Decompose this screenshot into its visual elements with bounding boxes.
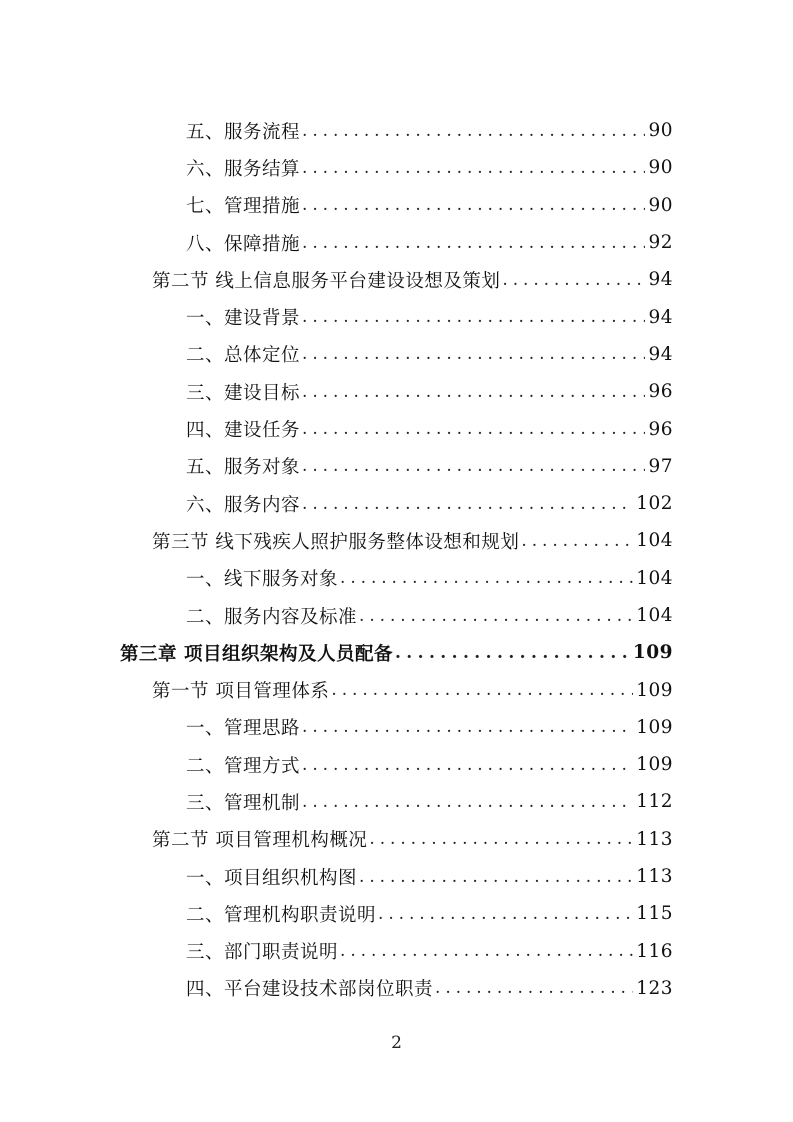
toc-entry-section[interactable] xyxy=(0,261,793,298)
toc-entry-title: 七、管理措施 xyxy=(186,196,301,218)
toc-entry-title: 二、服务内容及标准 xyxy=(186,606,358,628)
toc-entry-subsection[interactable] xyxy=(0,970,793,1007)
toc-entry-subsection[interactable] xyxy=(0,448,793,485)
toc-dot-leader xyxy=(302,792,633,812)
toc-dot-leader xyxy=(521,531,633,551)
toc-dot-leader xyxy=(302,121,645,141)
toc-entry-page-number: 109 xyxy=(636,679,673,701)
toc-entry-subsection[interactable] xyxy=(0,149,793,186)
toc-dot-leader xyxy=(302,717,633,737)
toc-entry-subsection[interactable] xyxy=(0,709,793,746)
toc-entry-page-number: 109 xyxy=(632,642,673,664)
toc-dot-leader xyxy=(359,606,633,626)
toc-entry-page-number: 104 xyxy=(636,567,673,589)
toc-entry-title: 第二节 项目管理机构概况 xyxy=(152,830,368,852)
toc-entry-subsection[interactable] xyxy=(0,597,793,634)
toc-entry-subsection[interactable] xyxy=(0,336,793,373)
toc-entry-subsection[interactable] xyxy=(0,933,793,970)
toc-dot-leader xyxy=(359,867,633,887)
toc-entry-subsection[interactable] xyxy=(0,410,793,447)
toc-dot-leader xyxy=(302,494,633,514)
toc-entry-section[interactable] xyxy=(0,671,793,708)
toc-entry-title: 三、管理机制 xyxy=(186,792,301,814)
toc-entry-title: 六、服务内容 xyxy=(186,494,301,516)
toc-entry-page-number: 96 xyxy=(648,418,673,440)
toc-entry-section[interactable] xyxy=(0,522,793,559)
toc-entry-page-number: 92 xyxy=(648,232,673,254)
toc-dot-leader xyxy=(340,941,633,961)
toc-entry-title: 三、建设目标 xyxy=(186,382,301,404)
toc-entry-subsection[interactable] xyxy=(0,187,793,224)
toc-entry-page-number: 109 xyxy=(636,716,673,738)
toc-entry-title: 第一节 项目管理体系 xyxy=(152,681,330,703)
toc-entry-subsection[interactable] xyxy=(0,783,793,820)
toc-entry-page-number: 90 xyxy=(648,157,673,179)
toc-entry-page-number: 113 xyxy=(636,866,673,888)
toc-dot-leader xyxy=(435,978,633,998)
toc-entry-title: 二、管理机构职责说明 xyxy=(186,904,377,926)
toc-dot-leader xyxy=(302,456,645,476)
toc-entry-page-number: 94 xyxy=(648,306,673,328)
toc-dot-leader xyxy=(502,270,645,290)
toc-entry-subsection[interactable] xyxy=(0,224,793,261)
page-number: 2 xyxy=(391,1033,402,1053)
toc-entry-title: 二、管理方式 xyxy=(186,755,301,777)
toc-entry-section[interactable] xyxy=(0,821,793,858)
toc-entry-chapter[interactable] xyxy=(0,634,793,671)
toc-entry-page-number: 113 xyxy=(636,828,673,850)
toc-entry-page-number: 116 xyxy=(636,940,673,962)
toc-dot-leader xyxy=(369,829,633,849)
toc-entry-title: 三、部门职责说明 xyxy=(186,942,339,964)
toc-dot-leader xyxy=(302,382,645,402)
toc-entry-title: 一、线下服务对象 xyxy=(186,569,339,591)
toc-entry-page-number: 123 xyxy=(636,977,673,999)
toc-dot-leader xyxy=(302,195,645,215)
table-of-contents xyxy=(0,112,793,1007)
toc-entry-subsection[interactable] xyxy=(0,746,793,783)
toc-dot-leader xyxy=(340,568,633,588)
toc-entry-title: 第三节 线下残疾人照护服务整体设想和规划 xyxy=(152,531,520,553)
toc-dot-leader xyxy=(302,755,633,775)
toc-entry-title: 第二节 线上信息服务平台建设设想及策划 xyxy=(152,270,501,292)
toc-entry-title: 第三章 项目组织架构及人员配备 xyxy=(120,643,393,665)
toc-entry-page-number: 112 xyxy=(636,791,673,813)
toc-entry-page-number: 96 xyxy=(648,381,673,403)
toc-entry-page-number: 94 xyxy=(648,343,673,365)
toc-entry-title: 八、保障措施 xyxy=(186,233,301,255)
toc-entry-title: 五、服务流程 xyxy=(186,121,301,143)
toc-entry-subsection[interactable] xyxy=(0,373,793,410)
toc-entry-subsection[interactable] xyxy=(0,560,793,597)
toc-entry-title: 二、总体定位 xyxy=(186,345,301,367)
toc-entry-subsection[interactable] xyxy=(0,858,793,895)
toc-entry-page-number: 109 xyxy=(636,754,673,776)
toc-dot-leader xyxy=(302,158,645,178)
toc-entry-subsection[interactable] xyxy=(0,112,793,149)
toc-entry-subsection[interactable] xyxy=(0,895,793,932)
toc-dot-leader xyxy=(302,307,645,327)
toc-entry-page-number: 102 xyxy=(636,493,673,515)
toc-entry-title: 五、服务对象 xyxy=(186,457,301,479)
toc-entry-title: 六、服务结算 xyxy=(186,158,301,180)
toc-entry-page-number: 90 xyxy=(648,194,673,216)
toc-dot-leader xyxy=(395,643,630,663)
toc-dot-leader xyxy=(378,904,633,924)
toc-dot-leader xyxy=(302,344,645,364)
toc-entry-title: 一、建设背景 xyxy=(186,308,301,330)
toc-entry-page-number: 115 xyxy=(636,903,673,925)
toc-entry-page-number: 94 xyxy=(648,269,673,291)
toc-entry-page-number: 97 xyxy=(648,455,673,477)
toc-dot-leader xyxy=(302,233,645,253)
toc-entry-page-number: 90 xyxy=(648,120,673,142)
toc-dot-leader xyxy=(302,419,645,439)
toc-entry-title: 一、项目组织机构图 xyxy=(186,867,358,889)
toc-dot-leader xyxy=(331,680,633,700)
toc-entry-title: 四、平台建设技术部岗位职责 xyxy=(186,979,434,1001)
toc-entry-title: 四、建设任务 xyxy=(186,420,301,442)
toc-entry-subsection[interactable] xyxy=(0,298,793,335)
toc-entry-subsection[interactable] xyxy=(0,485,793,522)
toc-entry-page-number: 104 xyxy=(636,605,673,626)
toc-entry-page-number: 104 xyxy=(636,530,673,552)
toc-entry-title: 一、管理思路 xyxy=(186,718,301,740)
